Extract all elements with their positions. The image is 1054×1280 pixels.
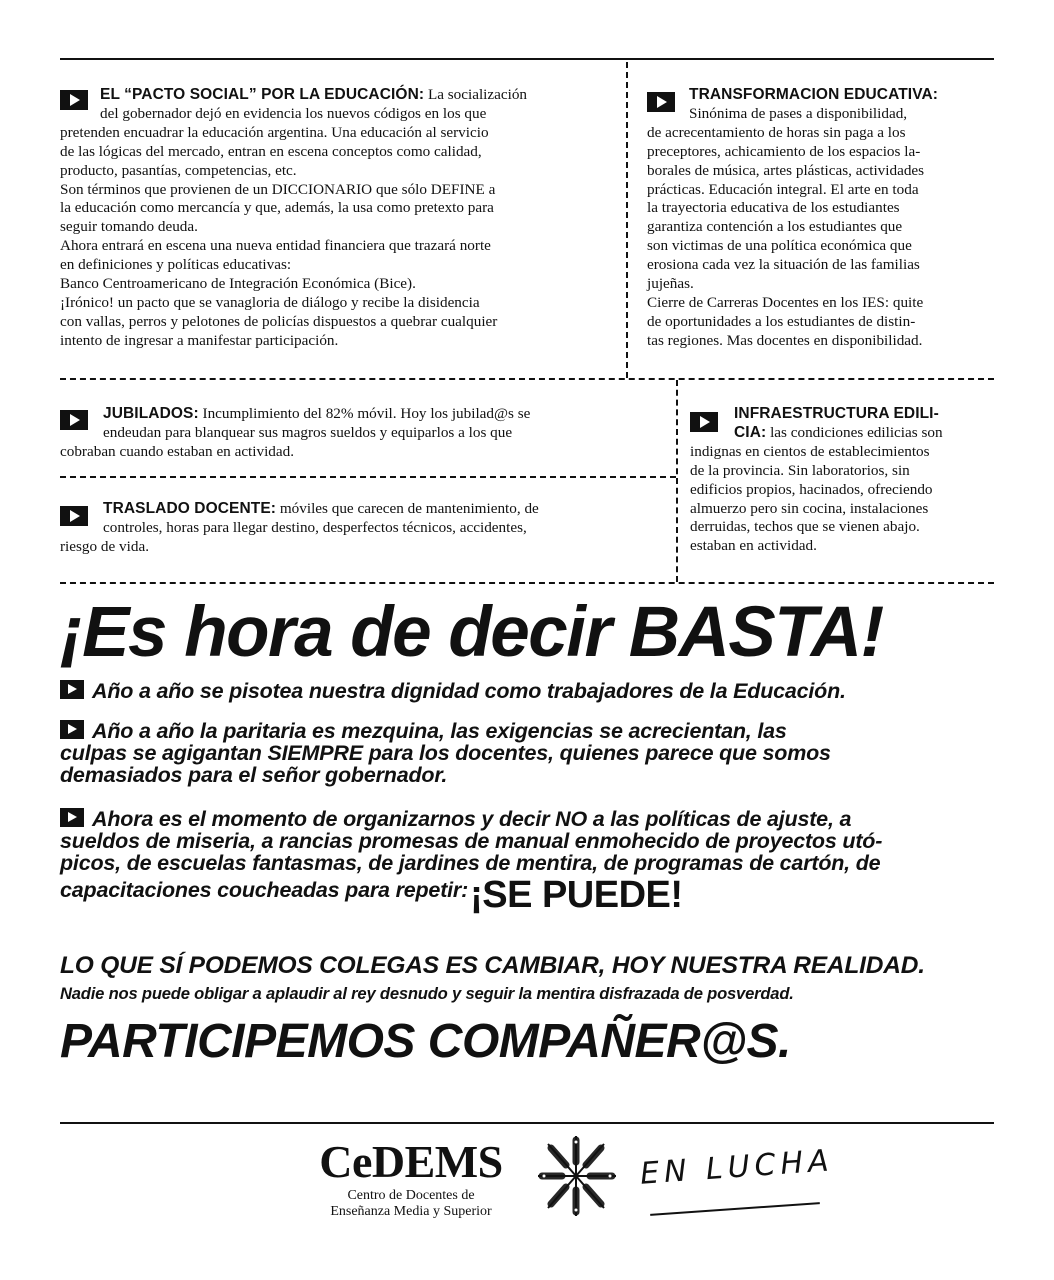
divider-mid-vertical [676, 380, 678, 582]
bullet-1: Año a año se pisotea nuestra dignidad como trabajadores de la Educación. [60, 680, 1000, 702]
bullet-2: Año a año la paritaria es mezquina, las exigencias se acrecientan, las culpas se agigantan SIEMPRE para los docentes, quienes parece que somos demasiados para el señor gobernador. [60, 719, 831, 787]
divider-bottom-horizontal [60, 582, 994, 584]
play-arrow-icon [60, 410, 88, 430]
logo-subtitle-2: Enseñanza Media y Superior [330, 1204, 492, 1219]
pacto-social-section: EL “PACTO SOCIAL” POR LA EDUCACIÓN: La socialización del gobernador dejó en evidencia los nuevos códigos en los que pretenden encuadrar la educación argentina. Una educación al servicio de las lógicas del mercado, entran en escena conceptos como calidad, producto, pasantías, competencias, etc. Son términos que provienen de un DICCIONARIO que sólo DEFINE a la educación como mercancía y que, además, la usa como pretexto para seguir tomando deuda. Ahora entrará en escena una nueva entidad financiera que trazará norte en definiciones y políticas educativas: Banco Centroamericano de Integración Económica (Bice). ¡Irónico! un pacto que se vanagloria de diálogo y recibe la disidencia con vallas, perros y pelotones de policías dispuestos a quebrar cualquier intento de ingresar a manifestar participación. [60, 86, 528, 349]
play-arrow-icon [60, 720, 84, 739]
jubilados-heading: JUBILADOS: [103, 405, 199, 422]
infraestructura-section: INFRAESTRUCTURA EDILI- CIA: las condiciones edilicias son indignas en cientos de establecimientos de la provincia. Sin laboratorios, sin edificios propios, hacinados, ofreciendo almuerzo pero sin cocina, instalaciones derruidas, techos que se vienen abajo. estaban en actividad. [690, 405, 943, 555]
slogan-underline [650, 1202, 820, 1216]
headline: ¡Es hora de decir BASTA! [60, 593, 883, 672]
closing-line-2: Nadie nos puede obligar a aplaudir al rey desnudo y seguir la mentira disfrazada de posverdad. [60, 984, 794, 1003]
jubilados-section: JUBILADOS: Incumplimiento del 82% móvil. Hoy los jubilad@s se endeudan para blanquear sus magros sueldos y equiparlos a los que cobraban cuando estaban en actividad. [60, 405, 531, 460]
pencils-star-icon [526, 1128, 626, 1224]
traslado-heading: TRASLADO DOCENTE: [103, 500, 277, 517]
play-arrow-icon [690, 412, 718, 432]
transformacion-section: TRANSFORMACION EDUCATIVA: Sinónima de pases a disponibilidad, de acrecentamiento de horas sin paga a los preceptores, achicamiento de los espacios la- borales de música, artes plásticas, actividades prácticas. Educación integral. El arte en toda la trayectoria educativa de los estudiantes garantiza contención a los estudiantes que son victimas de una política económica que erosiona cada vez la situación de las familias jujeñas. Cierre de Carreras Docentes en los IES: quite de oportunidades a los estudiantes de distin- tas regiones. Mas docentes en disponibilidad. [647, 86, 939, 349]
bottom-rule [60, 1122, 994, 1124]
play-arrow-icon [60, 680, 84, 699]
pacto-heading: EL “PACTO SOCIAL” POR LA EDUCACIÓN: [100, 86, 425, 103]
se-puede-shout: ¡SE PUEDE! [470, 874, 683, 916]
en-lucha-slogan: EN LUCHA [639, 1143, 835, 1192]
transformacion-heading: TRANSFORMACION EDUCATIVA: [689, 86, 939, 103]
cedems-logo [296, 1138, 526, 1220]
infra-heading: INFRAESTRUCTURA EDILI- [734, 405, 939, 422]
closing-line-1: LO QUE SÍ PODEMOS COLEGAS ES CAMBIAR, HOY NUESTRA REALIDAD. [60, 952, 925, 979]
divider-left-small [60, 476, 676, 478]
play-arrow-icon [60, 506, 88, 526]
play-arrow-icon [60, 808, 84, 827]
divider-mid-horizontal [60, 378, 994, 380]
traslado-section: TRASLADO DOCENTE: móviles que carecen de mantenimiento, de controles, horas para llegar destino, desperfectos técnicos, accidentes, riesgo de vida. [60, 500, 539, 555]
divider-top-vertical [626, 62, 628, 378]
bullet-3: Ahora es el momento de organizarnos y decir NO a las políticas de ajuste, a sueldos de miseria, a rancias promesas de manual enmohecido de proyectos utó- picos, de escuelas fantasmas, de jardines de mentira, de programas de cartón, de capacitaciones coucheadas para repetir:¡SE PUEDE! [60, 807, 883, 916]
closing-line-3: PARTICIPEMOS COMPAÑER@S. [60, 1015, 791, 1068]
play-arrow-icon [60, 90, 88, 110]
logo-text: CeDEMS [319, 1136, 503, 1187]
play-arrow-icon [647, 92, 675, 112]
logo-subtitle-1: Centro de Docentes de [347, 1188, 475, 1203]
top-rule [60, 58, 994, 60]
